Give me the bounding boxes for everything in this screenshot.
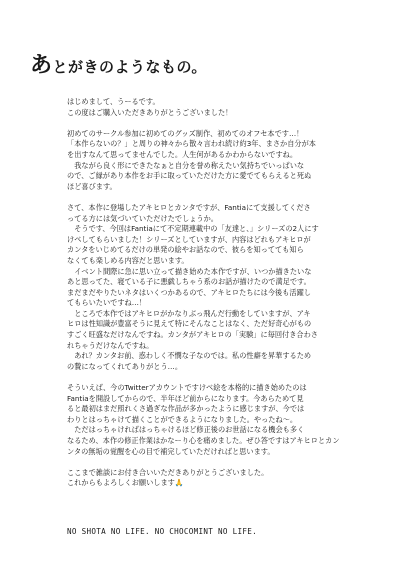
body-text-line: けべしてもらいました！シリーズとしていますが、内容はどれもアキヒロが — [67, 234, 311, 244]
body-text-line: てもらいたいですね…！ — [67, 298, 147, 308]
paragraph-gap — [67, 192, 367, 203]
body-text-line: 「本作らないの？」と周りの神々から散々言われ続け約3年、まさか自分が本 — [67, 139, 316, 149]
body-text-line: はじめまして、うーるです。 — [67, 97, 160, 106]
body-text-line: ンタの無垢の覚醒を心の目で補完していただければと思います。 — [67, 446, 275, 456]
body-text-line: この度はご購入いただきありがとうございました！ — [67, 107, 233, 117]
body-text-line: を出すなんて思ってませんでした。人生何があるかわからないですね。 — [67, 149, 298, 159]
title-initial: あ — [30, 53, 53, 78]
body-text-line: すごく旺盛なだけなんですね。カンタがアキヒロの「実験」に毎回付き合わさ — [67, 330, 318, 340]
paragraph-gap — [67, 118, 367, 129]
body-text-line: 初めてのサークル参加に初めてのグッズ制作、初めてのオフセ本です…！ — [67, 128, 304, 138]
body-text-line: ので、ご縁があり本作をお手に取っていただけた方に愛でてもらえると死ぬ — [67, 171, 312, 181]
body-text-line: 我ながら良く形にできたなぁと自分を誉め称えたい気持ちでいっぱいな — [67, 160, 305, 170]
body-text-line: れちゃうだけなんですね。 — [67, 340, 154, 350]
title-text: とがきのようなもの。 — [52, 58, 207, 76]
body-text-line: ここまで雑談にお付き合いいただきありがとうございました。 — [67, 467, 269, 477]
body-text-line: そうです、今回はFantiaにて不定期連載中の「友達と、」シリーズの2人にす — [67, 224, 319, 234]
body-text-line: なくても楽しめる内容だと思います。 — [67, 255, 189, 265]
body-text-line: の贄になってくれてありがとう…。 — [67, 361, 183, 371]
body-text-line: まだまだやりたいネタはいくつかあるので、アキヒロたちには今後も活躍し — [67, 287, 311, 297]
body-text-line: わりとはっちゃけて描くことができるようになりました。やったね〜。 — [67, 414, 298, 424]
body-text-line: なるため、本作の修正作業はかなーり心を痛めました。ぜひ答ですはアキヒロとカン — [67, 436, 340, 445]
paragraph-gap — [67, 457, 367, 468]
body-text-line: ヒロは性知識が豊富そうに見えて特にそんなことはなく、ただ好奇心がもの — [67, 319, 312, 329]
body-text-line: ところで本作ではアキヒロがかなりぶっ飛んだ行動をしていますが、アキ — [67, 308, 311, 318]
body-text-line: あと思ってた、寝ている子に悪戯しちゃう系のお話が描けたので満足です。 — [67, 277, 311, 287]
body-text-line: ほど喜びます。 — [67, 181, 117, 191]
body-text-line: さて、本作に登場したアキヒロとカンタですが、Fantiaにて支援してくださ — [67, 202, 311, 212]
page-title — [30, 48, 207, 79]
paragraph-gap — [67, 372, 367, 383]
body-text-line: あれ？カンタお前、惑わしく不憫な子なのでは。私の性癖を昇華するため — [67, 351, 312, 361]
body-text-line: ただはっちゃければはっちゃけるほど修正後のお世話になる機会も多く — [67, 425, 305, 435]
footer-motto: NO SHOTA NO LIFE. NO CHOCOMINT NO LIFE. — [67, 527, 258, 536]
body-text-line: ってる方には気づいていただけたでしょうか。 — [67, 213, 218, 223]
body-text-line: カンタをいじめてるだけの単発の絵やお話なので、彼らを知ってても知ら — [67, 245, 304, 255]
body-text-line: そういえば、今のTwitterアカウントですけべ絵を本格的に描き始めたのは — [67, 383, 307, 393]
afterword-body — [67, 97, 367, 489]
body-text-line: Fantiaを開設してからので、半年ほど前からになります。今あらためて見 — [67, 393, 304, 403]
body-text-line: イベント間際に急に思い立って描き始めた本作ですが、いつか描きたいな — [67, 266, 312, 276]
body-text-line: これからもよろしくお願いします🙏 — [67, 478, 184, 488]
body-text-line: ると最初はまだ照れくさ過ぎな作品が多かったように感じますが、今では — [67, 404, 305, 414]
